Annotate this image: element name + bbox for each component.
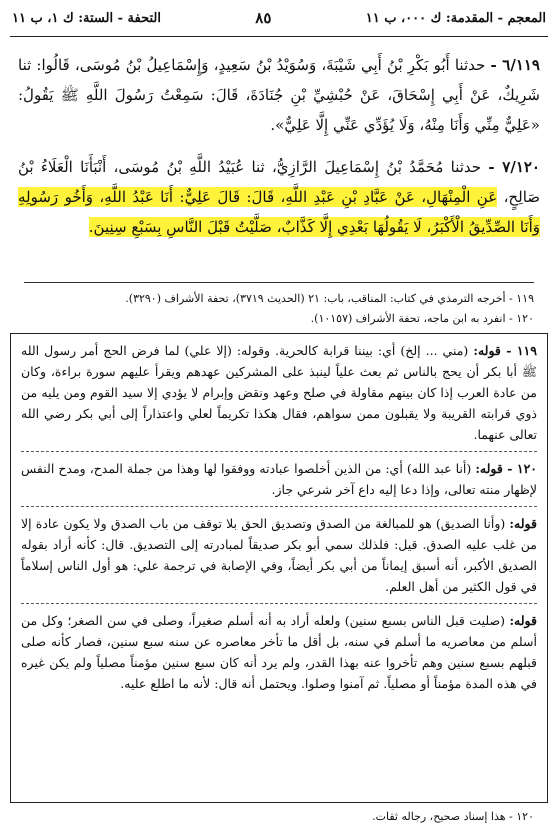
commentary-label: قوله: <box>509 613 537 628</box>
takhrij-references <box>24 282 534 329</box>
commentary-box <box>10 333 548 803</box>
commentary-text: (صليت قبل الناس بسبع سنين) ولعله أراد به أنه أسلم صغيراً، وصلى في سن الصغر؛ وكل من أسلم من معاصريه ما أسلم في سنه، بل أقل ما تأخر معاصره عن سنه سبع سنين، فصار كأنه صلى قبلهم بسبع سنين وهم تأخروا عنه بهذا القدر، ولم يرد أنه كان سبع سنين مؤمناً مصلياً ولم يكن غيره في هذه المدة مؤمناً أو مصلياً. ثم آمنوا وصلوا. ويحتمل أنه قال: لأنه ما اطلع عليه. <box>21 613 537 691</box>
reference-line: ١١٩ - أخرجه الترمذي في كتاب: المناقب، باب: ٢١ (الحديث ٣٧١٩)، تحفة الأشراف (٣٢٩٠). <box>125 292 534 305</box>
hadith-text: حدثنا مُحَمَّدُ بْنُ إِسْمَاعِيلَ الرَّازِيُّ، ثنا عُبَيْدُ اللَّهِ بْنُ مُوسَى، أَنْبَأَنَا الْعَلَاءُ بْنُ صَالِحٍ، <box>18 158 540 206</box>
commentary-label: ١١٩ - قوله: <box>473 343 537 358</box>
divider <box>21 506 537 507</box>
commentary-paragraph <box>21 513 537 597</box>
reference-line: ١٢٠ - انفرد به ابن ماجه، تحفة الأشراف (١٠١٥٧). <box>310 312 534 325</box>
hadith-119 <box>18 50 540 140</box>
hadith-text: حدثنا أَبُو بَكْرِ بْنُ أَبِي شَيْبَةَ، وَسُوَيْدُ بْنُ سَعِيدٍ، وَإِسْمَاعِيلُ بْنُ مُوسَى، قَالُوا: ثنا شَرِيكٌ، عَنْ أَبِي إِسْحَاقَ، عَنْ حُبْشِيِّ بْنِ جُنَادَةَ، قَالَ: سَمِعْتُ رَسُولَ اللَّهِ ﷺ يَقُولُ: «عَلِيٌّ مِنِّي وَأَنَا مِنْهُ، وَلَا يُؤَدِّي عَنِّي إِلَّا عَلِيٌّ». <box>18 56 540 134</box>
commentary-text: (مني ... إلخ) أي: بيننا قرابة كالحرية. وقوله: (إلا علي) لما فرض الحج أمر رسول الله ﷺ أبا بكر أن يحج بالناس ثم بعث علياً لينبذ على المشركين عهدهم ويقرأ عليهم سورة براءة، وكان من عادة العرب إذا كان بينهم مقاولة في صلح وعهد ونقض وإبرام لا يؤدي إلا سيد القوم ومن يليه من ذوي قرابته القريبة ولا يقبلون ممن سواهم، فقال هكذا تكريماً لعلي واعتذاراً إلى أبي بكر رضي الله تعالى عنهما. <box>21 343 537 442</box>
commentary-text: (أنا عبد الله) أي: من الذين أخلصوا عبادته ووفقوا لها وهذا من جملة المدح، ومدح النفس لإظهار منته تعالى، وإذا دعا إليه داع آخر شرعي جاز. <box>21 461 537 497</box>
commentary-paragraph <box>21 610 537 694</box>
header-left: التحفة - الستة: ك ١، ب ١١ <box>12 10 161 26</box>
commentary-label: قوله: <box>509 516 537 531</box>
commentary-paragraph <box>21 340 537 445</box>
divider <box>21 603 537 604</box>
hadith-120 <box>18 152 540 242</box>
commentary-text: (وأنا الصديق) هو للمبالغة من الصدق وتصديق الحق بلا توقف من باب الصدق ولا يكون عادة إلا من غلب عليه الصدق. قيل: فلذلك سمي أبو بكر صديقاً لمبادرته إلى التصديق. قال: كأنه أراد بقوله الصديق الأكبر، أنه أسبق إيماناً من أبي بكر أيضاً، وفي الإصابة في ترجمة علي: هو أول الناس إسلاماً في قول الكثير من أهل العلم. <box>21 516 537 594</box>
running-header <box>0 0 558 36</box>
commentary-paragraph <box>21 458 537 500</box>
footnote: ١٢٠ - هذا إسناد صحيح، رجاله ثقات. <box>372 810 534 823</box>
highlighted-text: عَنِ الْمِنْهَالِ، عَنْ عَبَّادِ بْنِ عَبْدِ اللَّهِ، قَالَ: قَالَ عَلِيٌّ: أَنَا عَبْدُ اللَّهِ، وَأَخُو رَسُولِهِ <box>18 188 498 206</box>
page-number: ٨٥ <box>255 9 272 27</box>
hadith-number: ٧/١٢٠ - <box>488 158 540 176</box>
divider <box>21 451 537 452</box>
hadith-number: ٦/١١٩ - <box>490 56 540 74</box>
header-rule <box>10 36 548 37</box>
highlighted-text: وَأَنَا الصِّدِّيقُ الْأَكْبَرُ، لَا يَقُولُهَا بَعْدِي إِلَّا كَذَّابٌ، صَلَّيْتُ قَبْلَ النَّاسِ بِسَبْعِ سِنِينَ. <box>88 218 540 236</box>
header-right: المعجم - المقدمة: ك ٠٠٠، ب ١١ <box>365 10 546 26</box>
commentary-label: ١٢٠ - قوله: <box>475 461 538 476</box>
